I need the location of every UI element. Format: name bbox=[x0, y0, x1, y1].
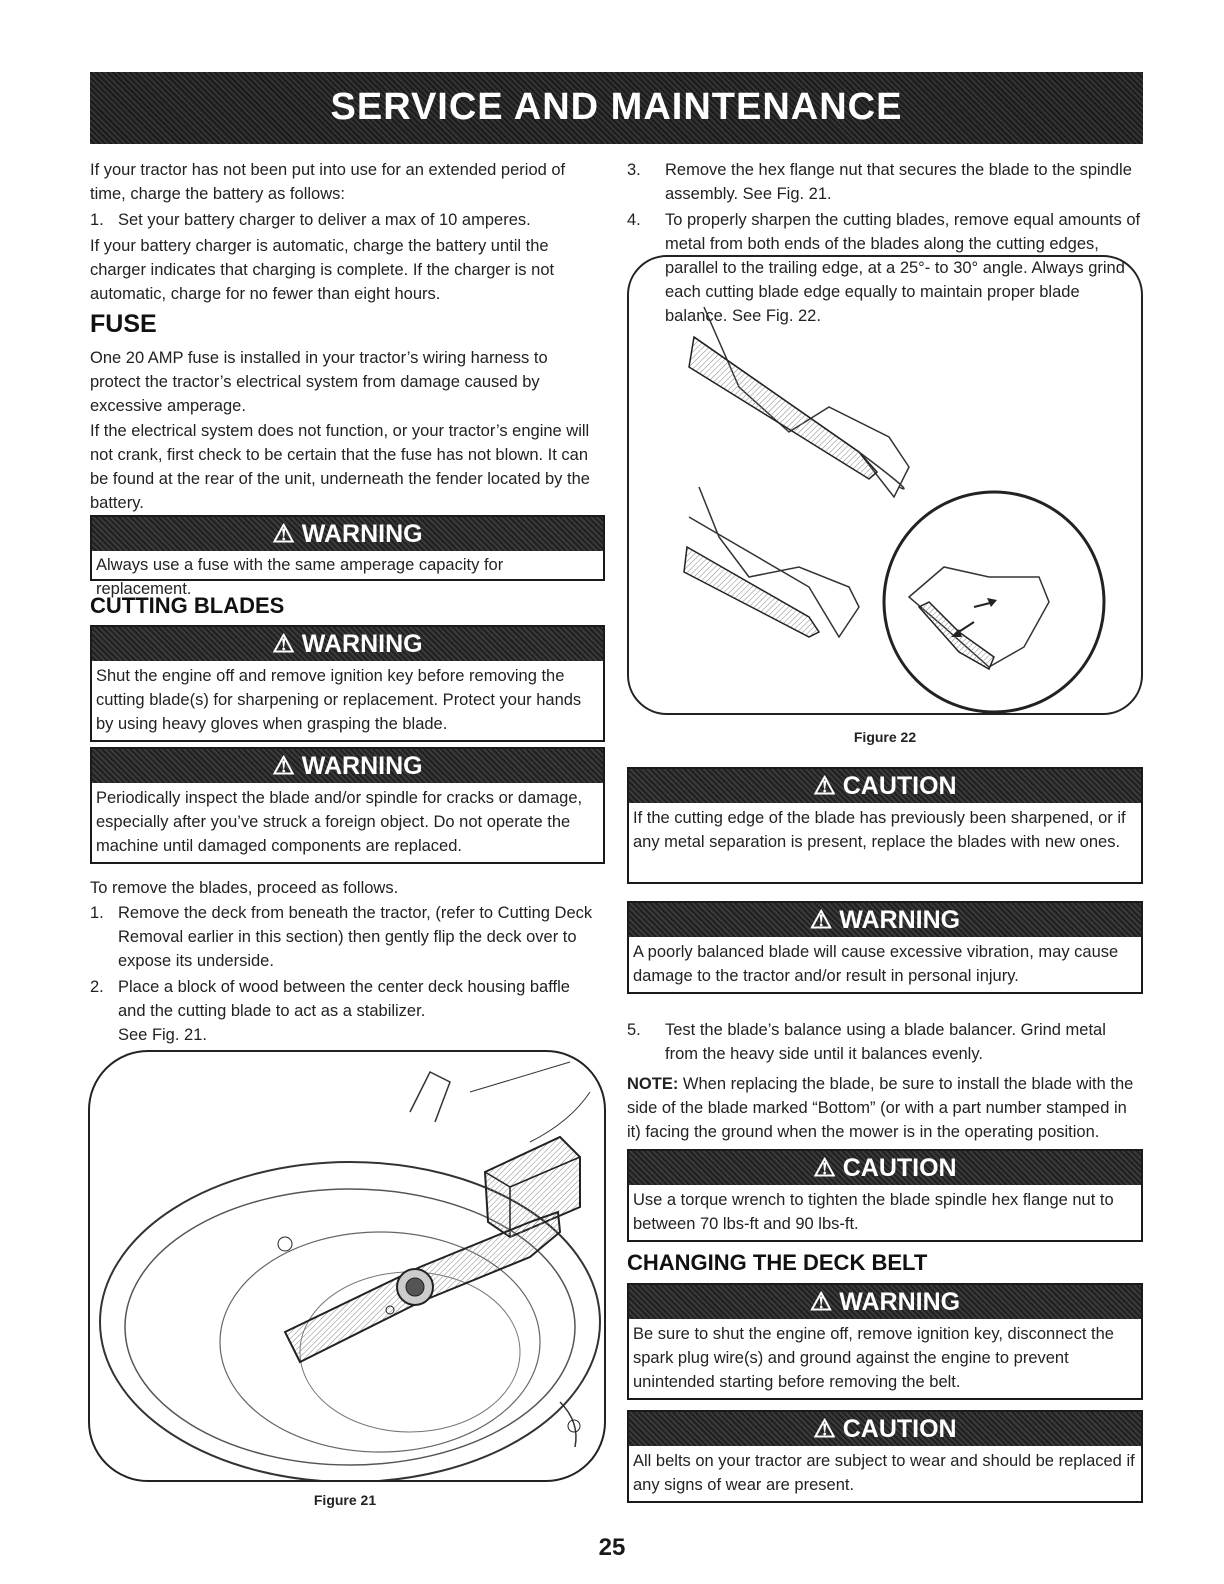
torque-caution-box bbox=[627, 1149, 1143, 1242]
warning-header: ⚠ WARNING bbox=[629, 903, 1141, 937]
figure-22-blade-sharpening-illustration bbox=[627, 255, 1143, 715]
step-text: Set your battery charger to deliver a max of 10 amperes. bbox=[118, 211, 531, 229]
figure-21-deck-illustration bbox=[88, 1050, 606, 1482]
resharpened-blade-caution-box bbox=[627, 767, 1143, 884]
step-text: To properly sharpen the cutting blades, remove equal amounts of metal from both ends of the blades along the cutting edges, parallel to the trailing edge, at a 25°- to 30° angle. Always grind each cutting blade edge equally to maintain proper blade balance. See Fig. 22. bbox=[665, 211, 1141, 325]
fuse-heading: FUSE bbox=[90, 310, 157, 338]
blade-inspection-warning-box bbox=[90, 747, 605, 864]
battery-step-1 bbox=[90, 208, 602, 232]
step-text: Place a block of wood between the center deck housing baffle and the cutting blade to act as a stabilizer. bbox=[118, 978, 570, 1020]
caution-text: If the cutting edge of the blade has previously been sharpened, or if any metal separation is present, replace the blades with new ones. bbox=[633, 809, 1126, 851]
caution-text: All belts on your tractor are subject to wear and should be replaced if any signs of wear are present. bbox=[633, 1452, 1135, 1494]
belt-wear-caution-box bbox=[627, 1410, 1143, 1503]
step-number: 1. bbox=[90, 904, 104, 922]
section-banner bbox=[90, 72, 1143, 144]
caution-header: ⚠ CAUTION bbox=[629, 1412, 1141, 1446]
remove-blades-intro: To remove the blades, proceed as follows. bbox=[90, 879, 399, 897]
deck-underside-drawing bbox=[90, 1052, 606, 1482]
step-number: 3. bbox=[627, 161, 641, 179]
remove-step-1 bbox=[90, 901, 602, 973]
belt-change-warning-box bbox=[627, 1283, 1143, 1400]
caution-header: ⚠ CAUTION bbox=[629, 1151, 1141, 1185]
step-number: 1. bbox=[90, 211, 104, 229]
blade-sharpening-drawing bbox=[629, 257, 1143, 715]
step-text: Test the blade’s balance using a blade balancer. Grind metal from the heavy side until it balances evenly. bbox=[665, 1021, 1106, 1063]
warning-header: ⚠ WARNING bbox=[92, 749, 603, 783]
step-text: Remove the deck from beneath the tractor, (refer to Cutting Deck Removal earlier in this section) then gently flip the deck over to expose its underside. bbox=[118, 904, 593, 970]
step-number: 5. bbox=[627, 1021, 641, 1039]
note-label: NOTE: bbox=[627, 1075, 679, 1093]
step-text: Remove the hex flange nut that secures the blade to the spindle assembly. See Fig. 21. bbox=[665, 161, 1132, 203]
note-text: When replacing the blade, be sure to install the blade with the side of the blade marked “Bottom” (or with a part number stamped in it) facing the ground when the mower is in the operating position. bbox=[627, 1075, 1134, 1141]
caution-header: ⚠ CAUTION bbox=[629, 769, 1141, 803]
remove-step-2 bbox=[90, 975, 602, 1047]
fuse-warning-box bbox=[90, 515, 605, 598]
warning-header: ⚠ WARNING bbox=[92, 517, 603, 551]
caution-text: Use a torque wrench to tighten the blade spindle hex flange nut to between 70 lbs-ft and 90 lbs-ft. bbox=[633, 1191, 1114, 1233]
battery-intro: If your tractor has not been put into use for an extended period of time, charge the battery as follows: bbox=[90, 161, 566, 203]
warning-header: ⚠ WARNING bbox=[92, 627, 603, 661]
balance-step-5 bbox=[627, 1018, 1143, 1066]
blade-removal-warning-box bbox=[90, 625, 605, 742]
warning-text: Periodically inspect the blade and/or spindle for cracks or damage, especially after you’ve struck a foreign object. Do not operate the machine until damaged components are replaced. bbox=[96, 789, 583, 855]
sharpen-step-3 bbox=[627, 158, 1143, 206]
page-number: 25 bbox=[598, 1534, 626, 1561]
warning-header: ⚠ WARNING bbox=[629, 1285, 1141, 1319]
changing-deck-belt-heading: CHANGING THE DECK BELT bbox=[627, 1250, 928, 1275]
fuse-paragraph-1: One 20 AMP fuse is installed in your tractor’s wiring harness to protect the tractor’s electrical system from damage caused by excessive amperage. bbox=[90, 349, 548, 415]
figure-22-caption: Figure 22 bbox=[853, 729, 917, 745]
warning-text: Always use a fuse with the same amperage capacity for replacement. bbox=[96, 556, 504, 598]
blade-orientation-note bbox=[627, 1072, 1143, 1144]
blade-balance-warning-box bbox=[627, 901, 1143, 994]
cutting-blades-heading: CUTTING BLADES bbox=[90, 593, 285, 618]
warning-text: Be sure to shut the engine off, remove ignition key, disconnect the spark plug wire(s) and ground against the engine to prevent unintended starting before removing the belt. bbox=[633, 1325, 1114, 1391]
step-number: 4. bbox=[627, 211, 641, 229]
figure-21-caption: Figure 21 bbox=[313, 1492, 377, 1508]
charger-paragraph: If your battery charger is automatic, charge the battery until the charger indicates that charging is complete. If the charger is not automatic, charge for no fewer than eight hours. bbox=[90, 237, 555, 303]
fuse-paragraph-2: If the electrical system does not function, or your tractor’s engine will not crank, first check to be certain that the fuse has not blown. It can be found at the rear of the unit, underneath the fender located by the battery. bbox=[90, 422, 590, 512]
warning-text: A poorly balanced blade will cause excessive vibration, may cause damage to the tractor and/or result in personal injury. bbox=[633, 943, 1119, 985]
warning-text: Shut the engine off and remove ignition key before removing the cutting blade(s) for sharpening or replacement. Protect your hands by using heavy gloves when grasping the blade. bbox=[96, 667, 582, 733]
step-number: 2. bbox=[90, 978, 104, 996]
section-title: SERVICE AND MAINTENANCE bbox=[330, 86, 903, 128]
step-figure-reference: See Fig. 21. bbox=[118, 1026, 207, 1044]
